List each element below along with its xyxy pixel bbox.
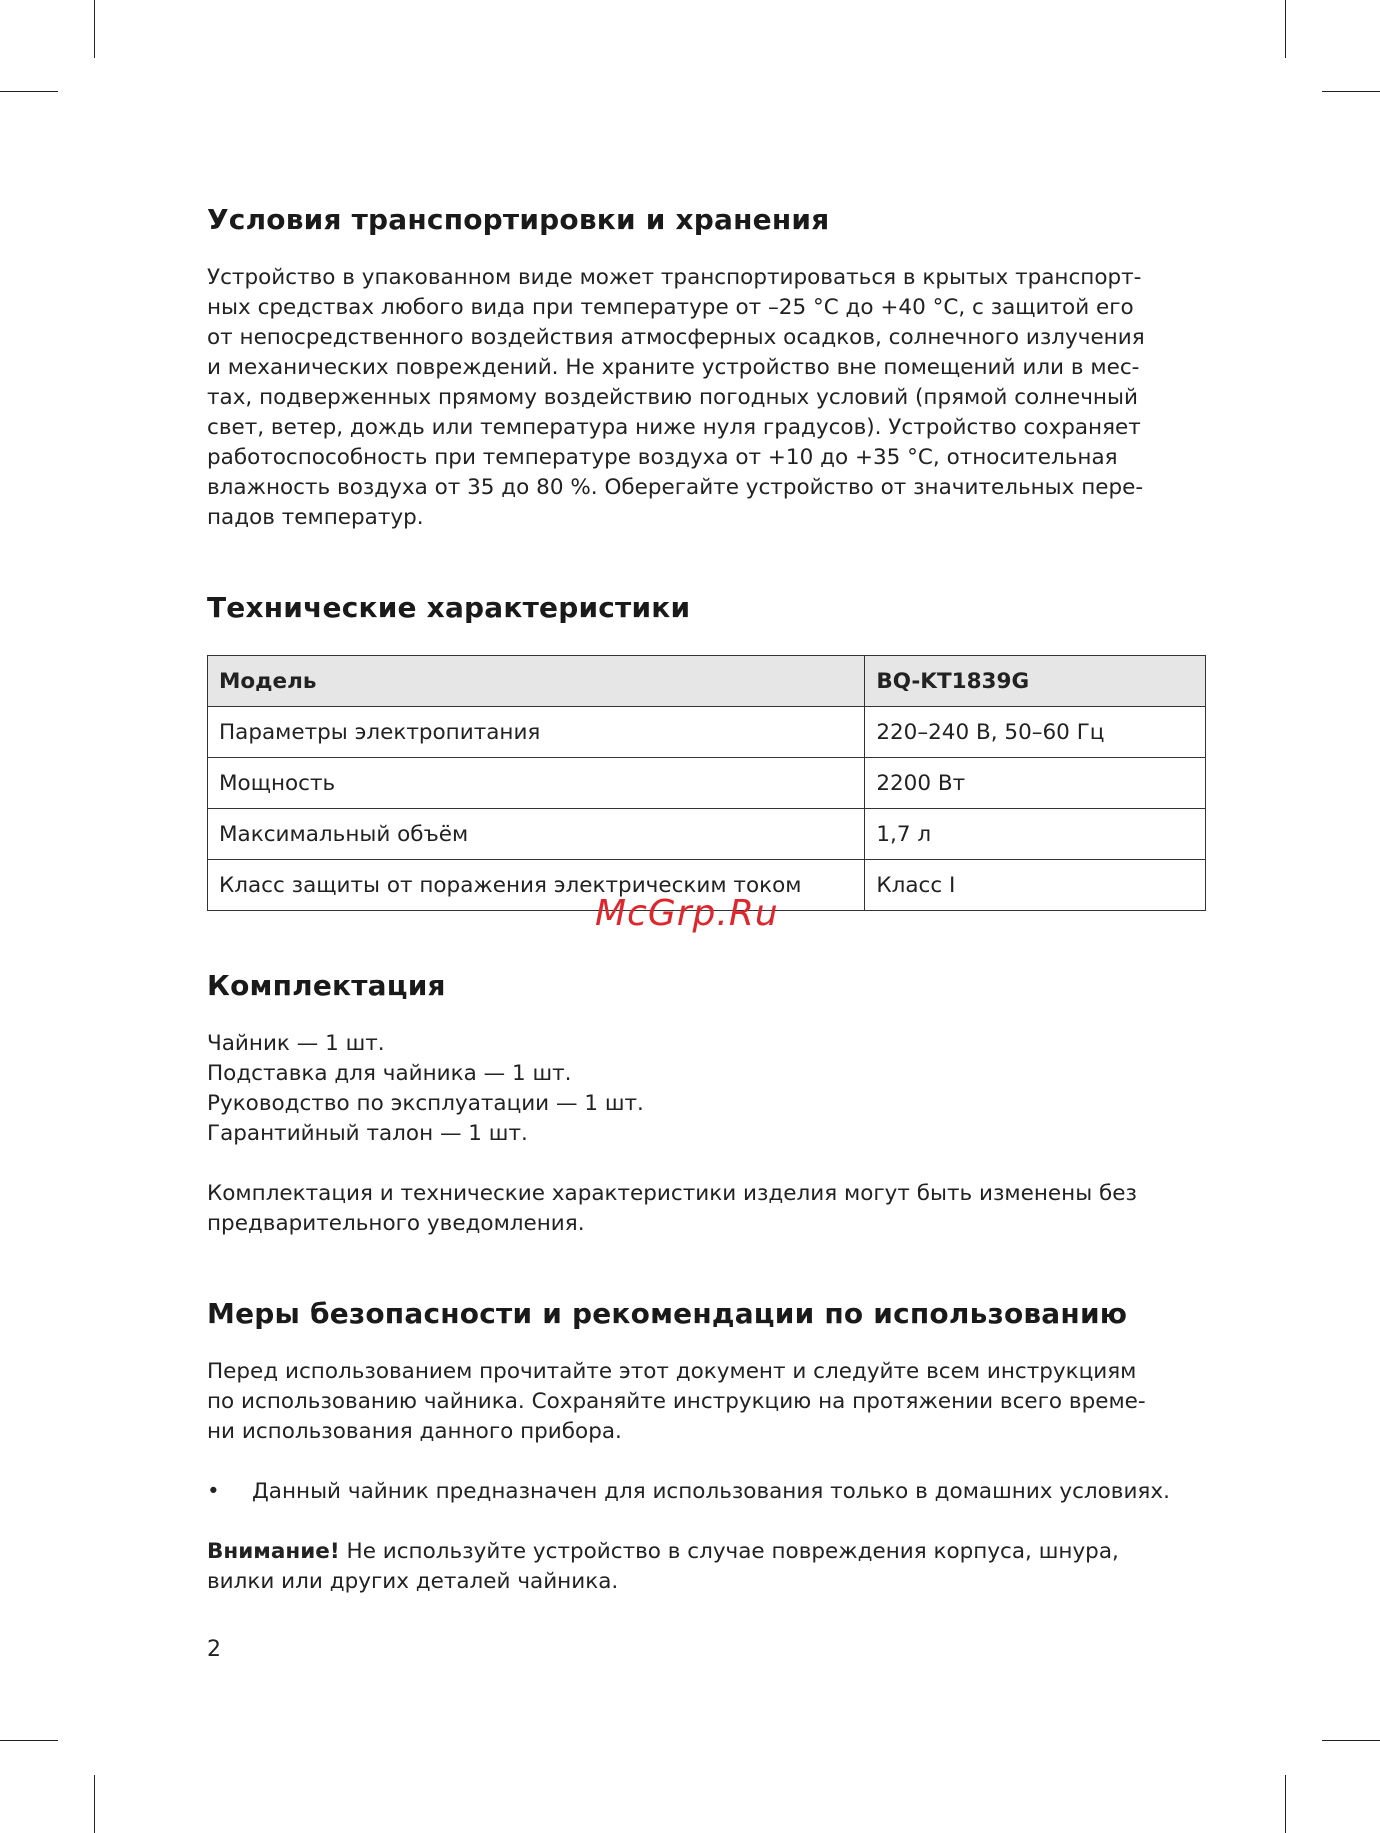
text-line: работоспособность при температуре воздуха от +10 до +35 °С, относительная (207, 445, 1118, 470)
crop-mark (1322, 91, 1380, 92)
text-line: от непосредственного воздействия атмосферных осадков, солнечного излучения (207, 325, 1145, 350)
package-list (207, 1029, 1207, 1149)
text-line: ни использования данного прибора. (207, 1419, 622, 1444)
specs-heading: Технические характеристики (207, 591, 691, 624)
table-cell-label: Модель (208, 656, 865, 707)
specs-section (207, 588, 1207, 911)
crop-mark (0, 1740, 58, 1741)
text-line: Перед использованием прочитайте этот документ и следуйте всем инструкциям (207, 1359, 1137, 1384)
table-cell-label: Максимальный объём (208, 809, 865, 860)
table-cell-value: Класс I (865, 860, 1206, 911)
text-line: и механических повреждений. Не храните устройство вне помещений или в мес- (207, 355, 1140, 380)
storage-heading: Условия транспортировки и хранения (207, 203, 830, 236)
watermark: McGrp.Ru (595, 893, 779, 934)
package-heading: Комплектация (207, 969, 446, 1002)
bullet-item (207, 1477, 1207, 1507)
bullet-text: Данный чайник предназначен для использования только в домашних условиях. (252, 1479, 1170, 1504)
list-item: Руководство по эксплуатации — 1 шт. (207, 1091, 644, 1116)
list-item: Подставка для чайника — 1 шт. (207, 1061, 572, 1086)
safety-heading: Меры безопасности и рекомендации по использованию (207, 1297, 1128, 1330)
text-line: влажность воздуха от 35 до 80 %. Оберегайте устройство от значительных пере- (207, 475, 1144, 500)
text-line: Устройство в упакованном виде может транспортироваться в крытых транспорт- (207, 265, 1142, 290)
crop-mark (1285, 1775, 1286, 1833)
storage-section (207, 200, 1207, 533)
table-cell-value: 2200 Вт (865, 758, 1206, 809)
safety-section (207, 1294, 1207, 1597)
warning-text: Не используйте устройство в случае повреждения корпуса, шнура, (339, 1539, 1119, 1564)
warning-label: Внимание! (207, 1539, 340, 1564)
page-number: 2 (207, 1637, 221, 1662)
specs-table (207, 655, 1206, 911)
crop-mark (1322, 1740, 1380, 1741)
text-line (207, 1537, 1207, 1567)
text-line: тах, подверженных прямому воздействию погодных условий (прямой солнечный (207, 385, 1138, 410)
text-line: Комплектация и технические характеристики изделия могут быть изменены без (207, 1181, 1137, 1206)
table-cell-label: Класс защиты от поражения электрическим током (208, 860, 865, 911)
package-note (207, 1179, 1207, 1239)
crop-mark (0, 91, 58, 92)
warning-paragraph (207, 1537, 1207, 1597)
safety-intro (207, 1357, 1207, 1447)
table-header-row (208, 656, 1206, 707)
package-section (207, 966, 1207, 1239)
crop-mark (94, 1775, 95, 1833)
text-line: по использованию чайника. Сохраняйте инструкцию на протяжении всего време- (207, 1389, 1146, 1414)
text-line: вилки или других деталей чайника. (207, 1569, 619, 1594)
text-line: предварительного уведомления. (207, 1211, 585, 1236)
table-cell-label: Параметры электропитания (208, 707, 865, 758)
text-line: ных средствах любого вида при температуре от –25 °С до +40 °С, с защитой его (207, 295, 1134, 320)
table-cell-value: 220–240 В, 50–60 Гц (865, 707, 1206, 758)
bullet-icon: • (207, 1479, 220, 1504)
table-row (208, 758, 1206, 809)
storage-paragraph (207, 263, 1207, 533)
crop-mark (94, 0, 95, 58)
table-cell-label: Мощность (208, 758, 865, 809)
table-row (208, 707, 1206, 758)
list-item: Чайник — 1 шт. (207, 1031, 385, 1056)
crop-mark (1285, 0, 1286, 58)
table-row (208, 809, 1206, 860)
table-cell-value: BQ-KT1839G (865, 656, 1206, 707)
text-line: свет, ветер, дождь или температура ниже нуля градусов). Устройство сохраняет (207, 415, 1141, 440)
list-item: Гарантийный талон — 1 шт. (207, 1121, 528, 1146)
text-line: падов температур. (207, 505, 424, 530)
table-cell-value: 1,7 л (865, 809, 1206, 860)
